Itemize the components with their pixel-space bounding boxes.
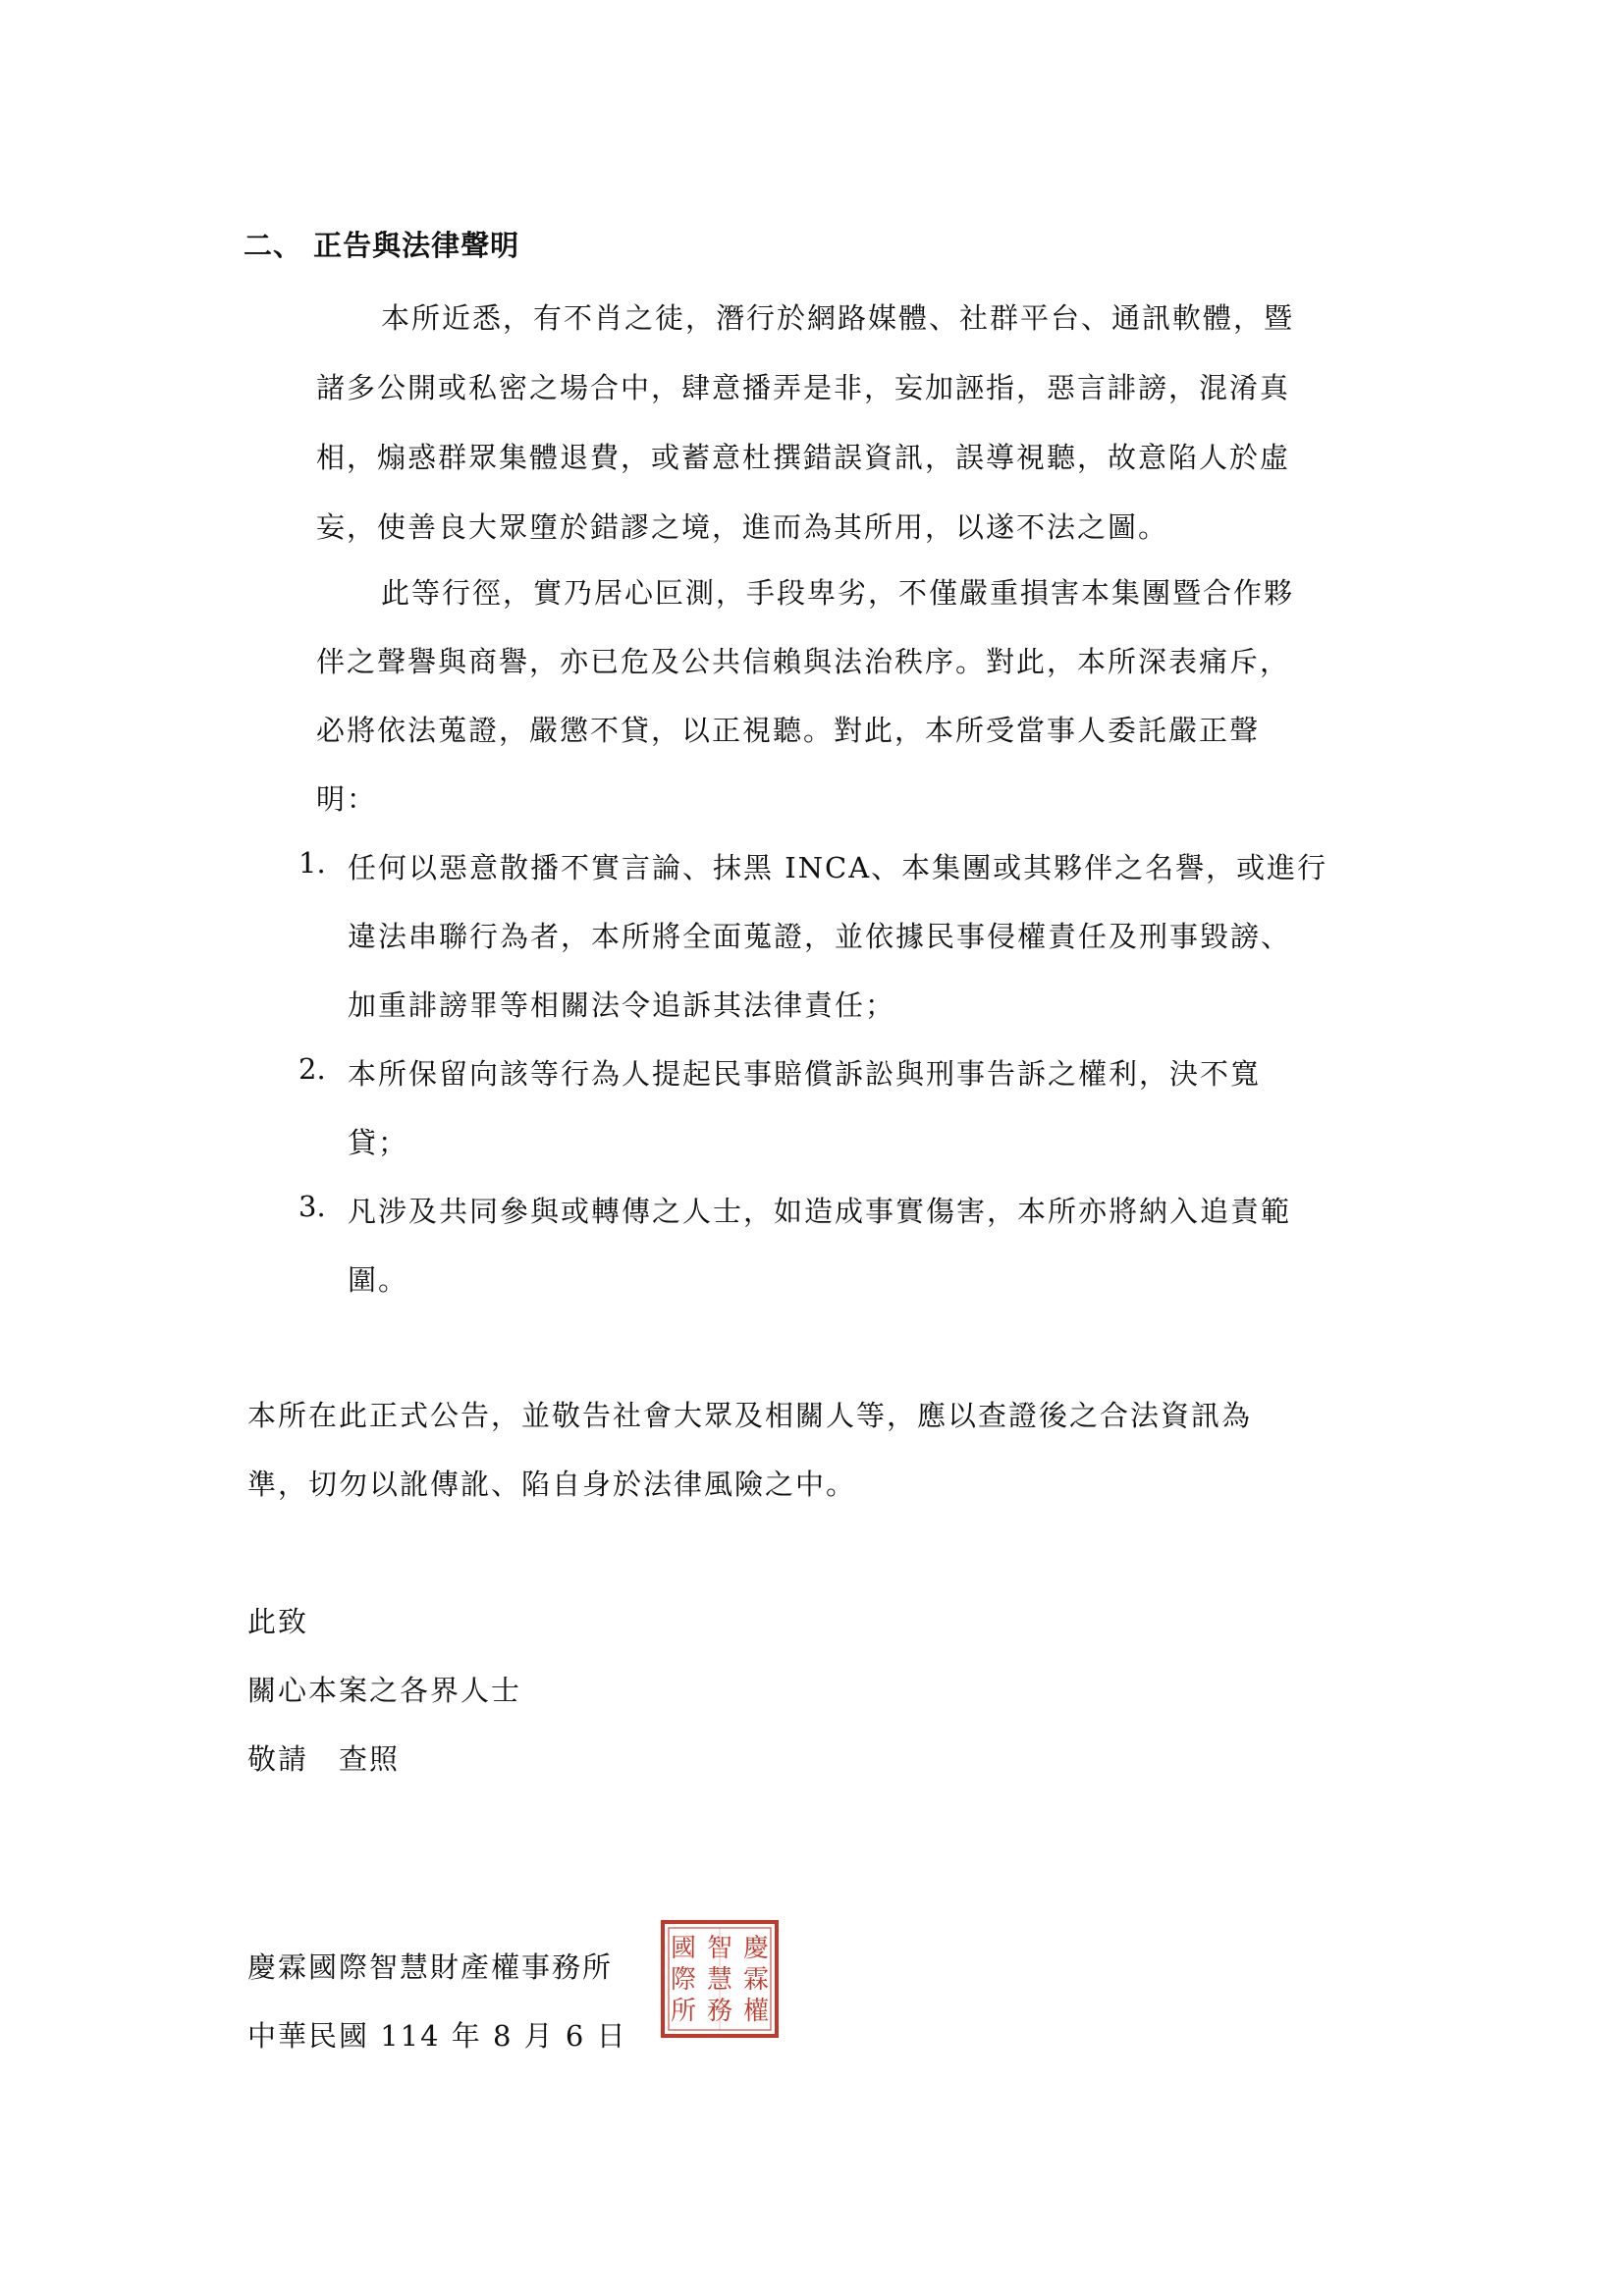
notice-line-1: 本所在此正式公告，並敬告社會大眾及相關人等，應以查證後之合法資訊為	[247, 1399, 1253, 1432]
paragraph-1-line-3: 相，煽惑群眾集體退費，或蓄意杜撰錯誤資訊，誤導視聽，故意陷人於虛	[316, 441, 1291, 474]
paragraph-1-line-1: 本所近悉，有不肖之徒，潛行於網路媒體、社群平台、通訊軟體，暨	[381, 301, 1295, 335]
section-heading: 二、 正告與法律聲明	[244, 229, 520, 262]
notice-line-2: 準，切勿以訛傳訛、陷自身於法律風險之中。	[247, 1468, 857, 1501]
svg-text:權: 權	[742, 1997, 770, 2026]
signature-firm: 慶霖國際智慧財產權事務所	[247, 1950, 614, 1984]
list-item-1-line-1: 任何以惡意散播不實言論、抹黑 INCA、本集團或其夥伴之名譽，或進行	[348, 851, 1328, 884]
paragraph-1-line-2: 諸多公開或私密之場合中，肆意播弄是非，妄加誣指，惡言誹謗，混淆真	[316, 371, 1291, 404]
svg-text:所: 所	[670, 1997, 697, 2026]
svg-text:際: 際	[670, 1965, 697, 1995]
closing-recipient: 關心本案之各界人士	[247, 1674, 522, 1707]
svg-text:霖: 霖	[742, 1965, 770, 1995]
list-item-2-number: 2.	[298, 1052, 326, 1086]
paragraph-2-line-1: 此等行徑，實乃居心叵測，手段卑劣，不僅嚴重損害本集團暨合作夥	[381, 576, 1295, 610]
closing-salutation: 此致	[247, 1605, 309, 1638]
svg-text:務: 務	[706, 1997, 733, 2026]
list-item-3-line-1: 凡涉及共同參與或轉傳之人士，如造成事實傷害，本所亦將納入追責範	[348, 1195, 1292, 1228]
list-item-1-line-2: 違法串聯行為者，本所將全面蒐證，並依據民事侵權責任及刑事毀謗、	[348, 920, 1292, 953]
svg-text:慶: 慶	[742, 1934, 770, 1963]
closing-request: 敬請 查照	[247, 1742, 401, 1776]
signature-date: 中華民國 114 年 8 月 6 日	[247, 2019, 627, 2053]
company-seal	[660, 1919, 780, 2039]
paragraph-1-line-4: 妄，使善良大眾墮於錯謬之境，進而為其所用，以遂不法之圖。	[316, 510, 1169, 544]
list-item-2-line-1: 本所保留向該等行為人提起民事賠償訴訟與刑事告訴之權利，決不寬	[348, 1057, 1262, 1091]
list-item-2-line-2: 貸；	[348, 1126, 409, 1159]
paragraph-2-line-2: 伴之聲譽與商譽，亦已危及公共信賴與法治秩序。對此，本所深表痛斥，	[316, 645, 1291, 678]
paragraph-2-line-3: 必將依法蒐證，嚴懲不貸，以正視聽。對此，本所受當事人委託嚴正聲	[316, 714, 1261, 747]
svg-text:智: 智	[706, 1934, 733, 1963]
svg-text:慧: 慧	[706, 1965, 733, 1995]
list-item-3-number: 3.	[298, 1190, 326, 1223]
list-item-3-line-2: 圍。	[348, 1263, 409, 1297]
paragraph-2-line-4: 明：	[316, 782, 378, 816]
svg-text:國: 國	[670, 1934, 697, 1963]
list-item-1-number: 1.	[298, 846, 326, 880]
list-item-1-line-3: 加重誹謗罪等相關法令追訴其法律責任；	[348, 988, 896, 1022]
